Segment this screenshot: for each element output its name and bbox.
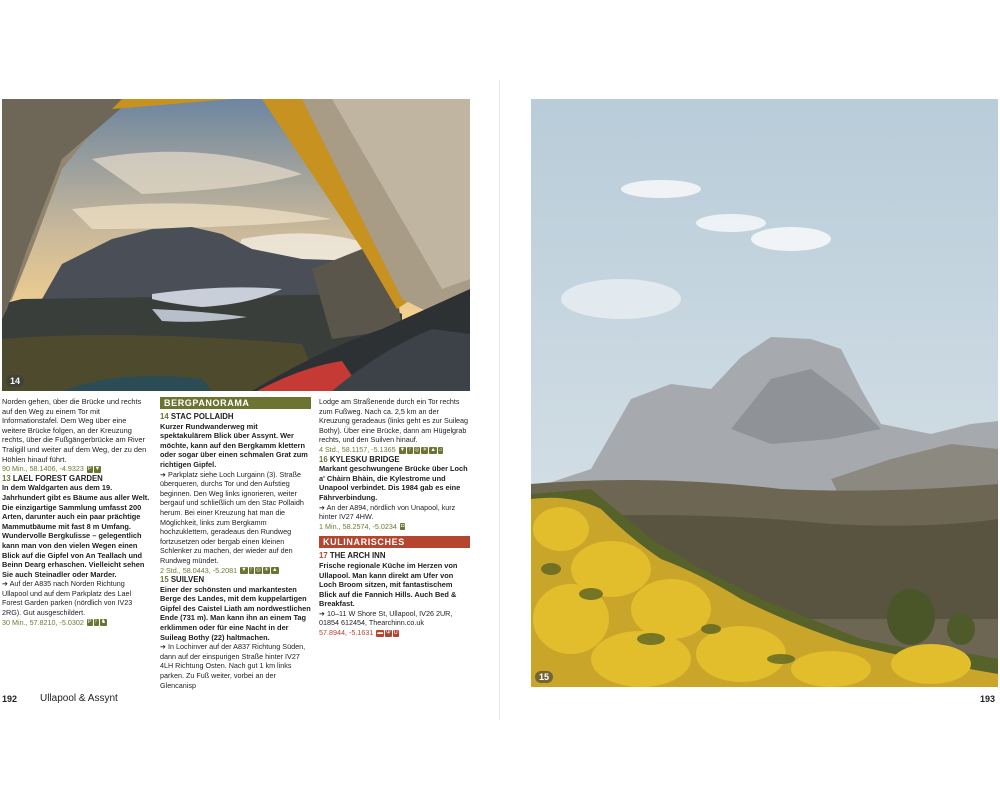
entry-15-directions: ➔ In Lochinver auf der A837 Richtung Süden, dann auf der einspurigen Straße hinter IV27 4LH Richtung Osten. Nach gut 1 km links parken. Zu Fuß weiter, vorbei an der Glencanisp	[160, 642, 306, 690]
parking-icon: P	[87, 619, 92, 626]
parking-icon: P	[87, 465, 92, 472]
coords-line: 30 Min., 57.8210, -5.0302 P ᚹ ♞	[2, 617, 107, 627]
entry-15-directions-continued: Lodge am Straßenende durch ein Tor rechts zum Fußweg. Nach ca. 2,5 km an der Kreuzung geradeaus (links geht es zur Suileag Bothy). Über eine Brücke, dann am Hügelgrab rechts, und den Suilven hinauf.	[319, 397, 469, 445]
view-icon: ◎	[414, 446, 420, 453]
walk-icon: ᚹ	[408, 446, 412, 453]
coords-line: 57.8944, -5.1631 ▬ Ψ Ū	[319, 628, 398, 638]
running-title: Ullapool & Assynt	[40, 693, 118, 704]
drink-icon: Ū	[393, 629, 398, 636]
toilet-icon: ▼	[399, 446, 406, 453]
camera-icon: ◘	[400, 523, 405, 530]
mountain-icon: ▲	[271, 567, 278, 574]
coords-line: 1 Min., 58.2574, -5.0234 ◘	[319, 521, 405, 531]
entry-13-title: 13 LAEL FOREST GARDEN	[2, 473, 103, 483]
entry-17-title: 17 THE ARCH INN	[319, 551, 386, 561]
section-header-kulinarisches: KULINARISCHES	[319, 536, 470, 548]
sun-icon: ☀	[263, 567, 269, 574]
tent-icon: ⌂	[438, 446, 443, 453]
entry-15-title: 15 SUILVEN	[160, 575, 205, 585]
continued-text: Norden gehen, über die Brücke und rechts auf den Weg zu einem Tor mit Informationstafel. Dem Weg über eine weitere Brücke folgen, an der Kreuzung rechts, über die Fußgängerbrücke am River Traligill und weiter auf dem Weg, der zu den Höhlen hinauf führt.	[2, 397, 147, 464]
entry-13-description: In dem Waldgarten aus dem 19. Jahrhundert gibt es Bäume aus aller Welt. Die einzigartige Sammlung umfasst 200 Arten, darunter auch ein paar prächtige Mammutbäume mit fast 8 m Umfang. Wundervolle Bergkulisse – gelegentlich kann man von den vielen Wegen einen Blick auf die Gipfel von An Teallach und Beinn Dearg erhaschen. Vielleicht sehen Sie auch Steinadler oder Marder.	[2, 483, 150, 579]
toilet-icon: ▼	[241, 567, 247, 574]
coords-line: 2 Std., 58.0443, -5.2081 ▼ ᚹ ◎ ☀ ▲	[160, 565, 278, 575]
text-column-1	[2, 397, 152, 627]
entry-17-directions: ➔ 10–11 W Shore St, Ullapool, IV26 2UR, 01854 612454, Thearchinn.co.uk	[319, 608, 453, 628]
entry-13-directions: ➔ Auf der A835 nach Norden Richtung Ullapool und auf dem Parkplatz des Lael Forest Garden parken (nördlich von IV23 2RG). Gut ausgeschildert.	[2, 579, 133, 618]
dog-icon: ♞	[101, 619, 107, 626]
page-number-right: 193	[980, 694, 996, 704]
walk-icon: ᚹ	[249, 567, 254, 574]
entry-16-description: Markant geschwungene Brücke über Loch a' Chàirn Bhàin, die Kylestrome und Unapool verbindet. Dis 1984 gab es eine Fährverbindung.	[319, 464, 468, 502]
entry-16-title: 16 KYLESKU BRIDGE	[319, 454, 400, 464]
coords-line: 4 Std., 58.1157, -5.1365 ▼ ᚹ ◎ ☀ ▲ ⌂	[319, 444, 443, 454]
food-icon: Ψ	[385, 629, 391, 636]
tent-photo	[2, 99, 470, 391]
entry-14-description: Kurzer Rundwanderweg mit spektakulärem Blick über Assynt. Wer möchte, kann auf den Bergkamm klettern oder sogar über einen schmalen Grat zum richtigen Gipfel.	[160, 421, 308, 469]
page-gutter	[499, 80, 500, 720]
suilven-photo-image	[531, 99, 998, 687]
entry-14-directions: ➔ Parkplatz siehe Loch Lurgainn (3). Straße überqueren, durchs Tor und den Aufstieg beginnen. Den Weg links ignorieren, weiter bergauf und schließlich um den Stac Pollaidh herum. Bei einer Kreuzung hat man die Möglichkeit, links zum Bergkamm hochzuklettern, geradeaus den Rundweg fortzusetzen oder bergab einen kleinen Schlenker zu machen, der wieder auf den Rundweg mündet.	[160, 469, 304, 565]
page-number-left: 192	[2, 694, 18, 704]
suilven-photo	[531, 99, 998, 687]
photo-number-badge: 14	[6, 375, 24, 387]
sun-icon: ☀	[422, 446, 428, 453]
walk-icon: ᚹ	[94, 619, 99, 626]
text-column-3	[319, 397, 470, 638]
entry-17-description: Frische regionale Küche im Herzen von Ullapool. Man kann direkt am Ufer von Loch Broom sitzen, mit fantastischem Blick auf die Fannich Hills. Auch Bed & Breakfast.	[319, 560, 458, 609]
section-header-bergpanorama: BERGPANORAMA	[160, 397, 311, 409]
photo-number-badge: 15	[535, 671, 553, 683]
coords-line: 90 Min., 58.1406, -4.9323 P ▼	[2, 464, 101, 474]
view-icon: ◎	[256, 567, 261, 574]
bed-icon: ▬	[377, 629, 383, 636]
entry-15-description: Einer der schönsten und markantesten Berge des Landes, mit dem kuppelartigen Gipfel des Caistel Liath am nordwestlichen Ende (731 m). Man kann ihn an einem Tag erklimmen oder für eine Nacht in der Suileag Bothy (22) haltmachen.	[160, 584, 311, 642]
tent-photo-image	[2, 99, 470, 391]
toilet-icon: ▼	[94, 465, 101, 472]
entry-14-title: 14 STAC POLLAIDH	[160, 412, 234, 421]
entry-16-directions: ➔ An der A894, nördlich von Unapool, kurz hinter IV27 4HW.	[319, 502, 456, 522]
text-column-2	[160, 397, 311, 690]
mountain-icon: ▲	[430, 446, 436, 453]
